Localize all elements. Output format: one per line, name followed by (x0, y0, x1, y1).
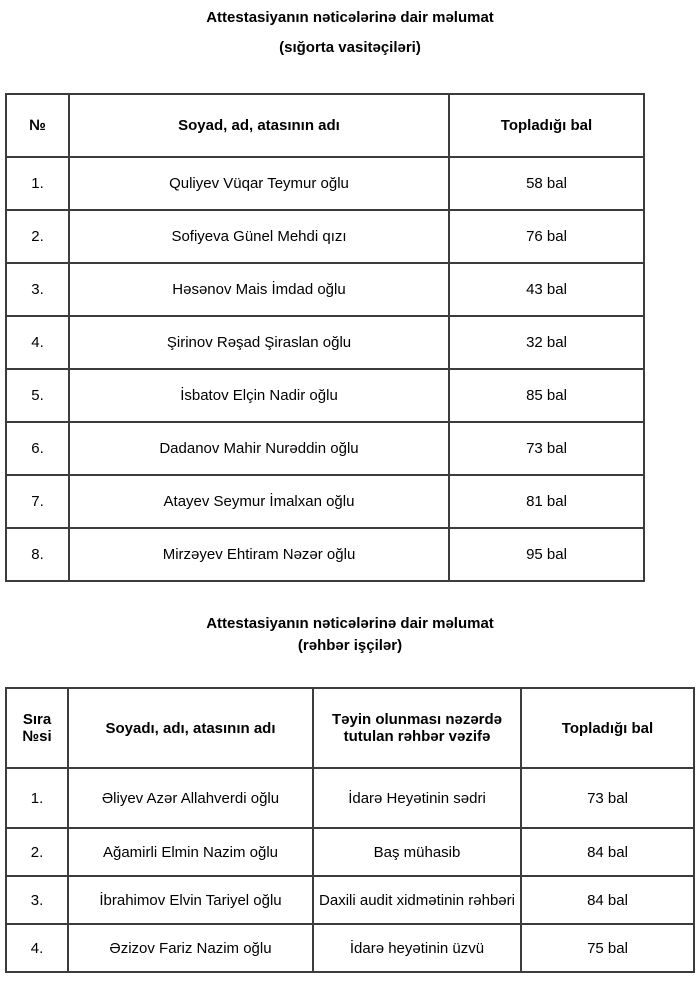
header-row (6, 94, 644, 157)
cell-num: 1. (6, 157, 69, 210)
section1-title: Attestasiyanın nəticələrinə dair məlumat (206, 9, 494, 26)
cell-name: Mirzəyev Ehtiram Nəzər oğlu (69, 528, 449, 581)
table-row (6, 924, 694, 972)
table-row (6, 157, 644, 210)
cell-score: 85 bal (449, 369, 644, 422)
col-header-score: Topladığı bal (449, 94, 644, 157)
table-row (6, 768, 694, 828)
col-header-fullname: Soyadı, adı, atasının adı (68, 688, 313, 768)
cell-position: İdarə Heyətinin sədri (313, 768, 521, 828)
cell-num: 6. (6, 422, 69, 475)
cell-num: 5. (6, 369, 69, 422)
cell-score: 58 bal (449, 157, 644, 210)
table-row (6, 316, 644, 369)
table-body (6, 157, 644, 581)
cell-score: 84 bal (521, 828, 694, 876)
cell-num: 7. (6, 475, 69, 528)
table-row (6, 828, 694, 876)
cell-name: Ağamirli Elmin Nazim oğlu (68, 828, 313, 876)
cell-score: 75 bal (521, 924, 694, 972)
table-row (6, 876, 694, 924)
table-row (6, 422, 644, 475)
cell-num: 3. (6, 263, 69, 316)
cell-position: Baş mühasib (313, 828, 521, 876)
col-header-position: Təyin olunması nəzərdə tutulan rəhbər vəzifə (313, 688, 521, 768)
cell-name: Əliyev Azər Allahverdi oğlu (68, 768, 313, 828)
table-row (6, 210, 644, 263)
cell-num: 3. (6, 876, 68, 924)
col-header-score: Topladığı bal (521, 688, 694, 768)
cell-num: 1. (6, 768, 68, 828)
table-row (6, 369, 644, 422)
table-row (6, 475, 644, 528)
cell-score: 81 bal (449, 475, 644, 528)
cell-name: İbrahimov Elvin Tariyel oğlu (68, 876, 313, 924)
cell-num: 4. (6, 316, 69, 369)
cell-score: 43 bal (449, 263, 644, 316)
cell-num: 2. (6, 828, 68, 876)
cell-position: İdarə heyətinin üzvü (313, 924, 521, 972)
cell-name: Atayev Seymur İmalxan oğlu (69, 475, 449, 528)
col-header-number: № (6, 94, 69, 157)
cell-num: 2. (6, 210, 69, 263)
cell-score: 73 bal (449, 422, 644, 475)
cell-name: İsbatov Elçin Nadir oğlu (69, 369, 449, 422)
cell-name: Dadanov Mahir Nurəddin oğlu (69, 422, 449, 475)
results-table-insurance-agents (5, 93, 645, 582)
cell-score: 84 bal (521, 876, 694, 924)
cell-name: Şirinov Rəşad Şiraslan oğlu (69, 316, 449, 369)
cell-score: 76 bal (449, 210, 644, 263)
section1-subtitle: (sığorta vasitəçiləri) (279, 39, 421, 56)
cell-position: Daxili audit xidmətinin rəhbəri (313, 876, 521, 924)
cell-name: Əzizov Fariz Nazim oğlu (68, 924, 313, 972)
cell-name: Həsənov Mais İmdad oğlu (69, 263, 449, 316)
cell-score: 95 bal (449, 528, 644, 581)
results-table-executives (5, 687, 695, 973)
cell-name: Sofiyeva Günel Mehdi qızı (69, 210, 449, 263)
cell-name: Quliyev Vüqar Teymur oğlu (69, 157, 449, 210)
cell-num: 8. (6, 528, 69, 581)
section2-title: Attestasiyanın nəticələrinə dair məlumat (206, 615, 494, 632)
header-row (6, 688, 694, 768)
table-row (6, 263, 644, 316)
cell-score: 32 bal (449, 316, 644, 369)
table-row (6, 528, 644, 581)
cell-num: 4. (6, 924, 68, 972)
cell-score: 73 bal (521, 768, 694, 828)
section2-subtitle: (rəhbər işçilər) (297, 637, 403, 654)
table-body (6, 768, 694, 972)
col-header-fullname: Soyad, ad, atasının adı (69, 94, 449, 157)
col-header-number: Sıra №si (6, 688, 68, 768)
